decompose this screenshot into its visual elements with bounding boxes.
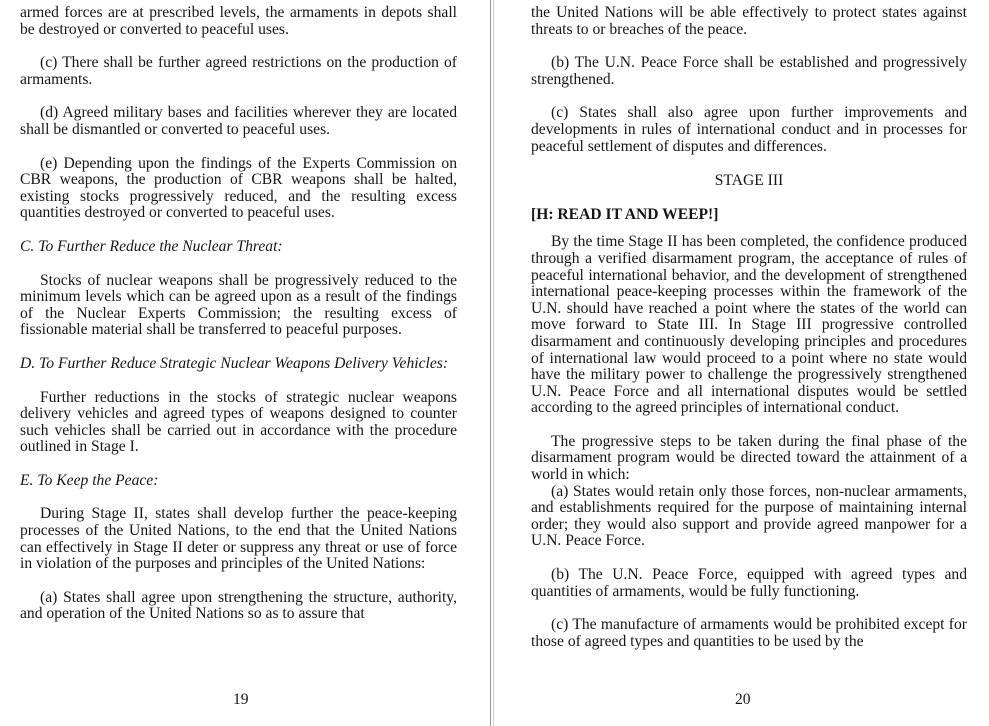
right-paragraph-8: (c) The manufacture of armaments would be prohibited except for those of agreed types and quantities to be used by the xyxy=(531,616,967,650)
page-gutter-shadow xyxy=(493,0,494,726)
left-paragraph-1: armed forces are at prescribed levels, the armaments in depots shall be destroyed or converted to peaceful uses. xyxy=(20,4,457,38)
left-paragraph-8: (a) States shall agree upon strengthening the structure, authority, and operation of the United Nations so as to assure that xyxy=(20,588,457,623)
page-gutter-line xyxy=(490,0,491,726)
section-heading-d: D. To Further Reduce Strategic Nuclear Weapons Delivery Vehicles: xyxy=(20,354,449,372)
left-page xyxy=(20,0,457,726)
right-paragraph-6: (a) States would retain only those forces, non-nuclear armaments, and establishments required for the purpose of maintaining internal order; they would also support and provide agreed manpower for a U.N. Peace Force. xyxy=(531,482,967,550)
section-heading-c: C. To Further Reduce the Nuclear Threat: xyxy=(20,237,283,255)
right-paragraph-2: (b) The U.N. Peace Force shall be established and progressively strengthened. xyxy=(531,54,967,88)
right-paragraph-5: The progressive steps to be taken during the final phase of the disarmament program would be directed toward the attainment of a world in which: xyxy=(531,432,967,484)
stage-heading: STAGE III xyxy=(714,172,784,190)
right-paragraph-4: By the time Stage II has been completed, the confidence produced through a verified disarmament program, the acceptance of rules of peaceful international behavior, and the development of strengthened international peace-keeping processes within the framework of the U.N. should have reached a point where the states of the world can move forward to State III. In Stage III progressive controlled disarmament and continuously developing principles and procedures of international law would proceed to a point where no state would have the military power to challenge the progressively strengthened U.N. Peace Force and all international disputes would be settled according to the agreed principles of international conduct. xyxy=(531,233,967,417)
left-paragraph-7: During Stage II, states shall develop further the peace-keeping processes of the United Nations, to the end that the United Nations can effectively in Stage II deter or suppress any threat or use of force in violation of the purposes and principles of the United Nations: xyxy=(20,505,457,573)
right-paragraph-7: (b) The U.N. Peace Force, equipped with agreed types and quantities of armaments, would be fully functioning. xyxy=(531,566,967,600)
page-number-left: 19 xyxy=(233,691,249,708)
left-paragraph-5: Stocks of nuclear weapons shall be progressively reduced to the minimum levels which can be agreed upon as a result of the findings of the Nuclear Experts Commission; the resulting excess of fissionable material shall be transferred to peaceful purposes. xyxy=(20,271,457,339)
right-page xyxy=(531,0,967,726)
right-paragraph-1: the United Nations will be able effectively to protect states against threats to or breaches of the peace. xyxy=(531,4,967,38)
right-paragraph-3: (c) States shall also agree upon further improvements and developments in rules of international conduct and in processes for peaceful settlement of disputes and differences. xyxy=(531,104,967,155)
left-paragraph-4: (e) Depending upon the findings of the Experts Commission on CBR weapons, the production of CBR weapons shall be halted, existing stocks progressively reduced, and the resulting excess quantities destroyed or converted to peaceful uses. xyxy=(20,154,457,222)
section-heading-e: E. To Keep the Peace: xyxy=(20,471,159,489)
page-number-right: 20 xyxy=(735,691,751,708)
left-paragraph-2: (c) There shall be further agreed restrictions on the production of armaments. xyxy=(20,54,457,88)
left-paragraph-3: (d) Agreed military bases and facilities wherever they are located shall be dismantled or converted to peaceful uses. xyxy=(20,104,457,138)
left-paragraph-6: Further reductions in the stocks of strategic nuclear weapons delivery vehicles and agreed types of weapons designed to counter such vehicles shall be carried out in accordance with the procedure outlined in Stage I. xyxy=(20,388,457,456)
editor-note: [H: READ IT AND WEEP!] xyxy=(531,205,719,223)
